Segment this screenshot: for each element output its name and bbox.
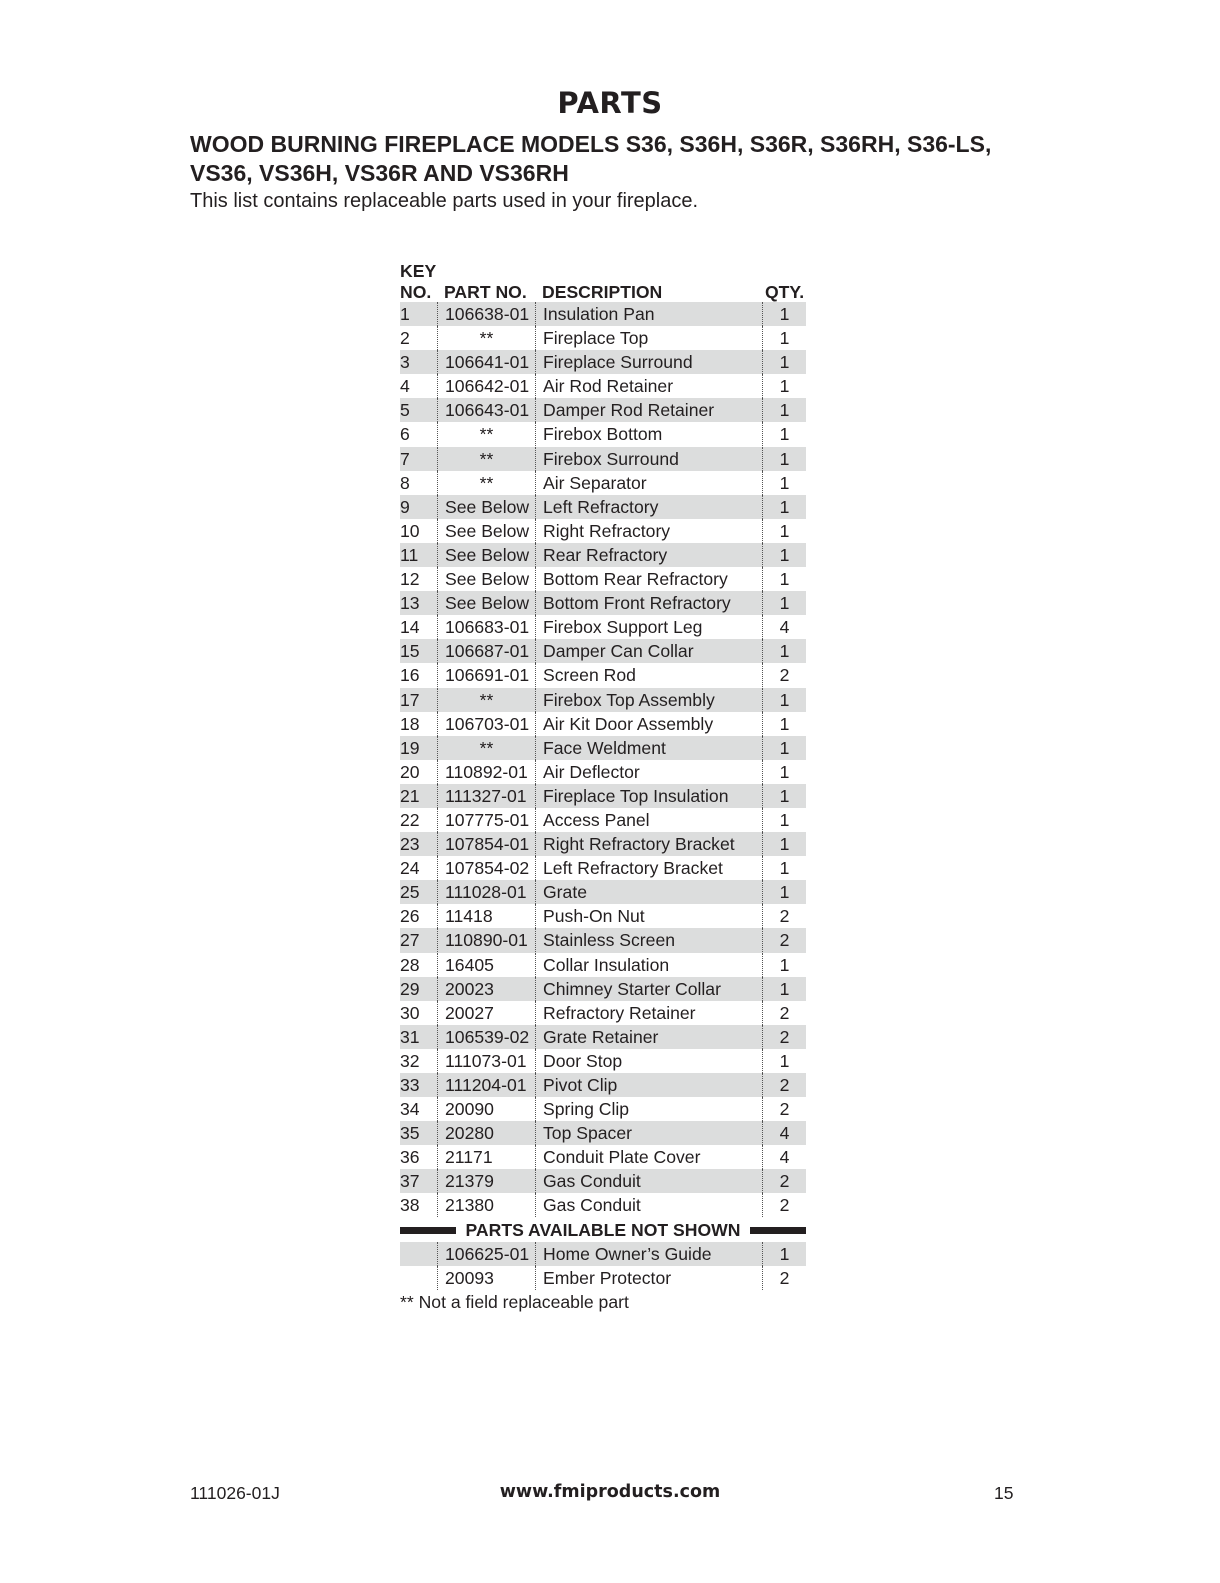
doc-number: 111026-01J — [190, 1483, 280, 1503]
qty-cell: 1 — [762, 1242, 806, 1266]
intro-text: This list contains replaceable parts used in your fireplace. — [190, 190, 699, 212]
description-cell: Collar Insulation — [535, 953, 762, 977]
part-no-cell: 20280 — [437, 1121, 535, 1145]
table-row — [400, 350, 806, 374]
key-cell: 31 — [400, 1026, 420, 1047]
description-cell: Screen Rod — [535, 663, 762, 687]
description-cell: Home Owner’s Guide — [535, 1242, 762, 1266]
qty-cell: 1 — [762, 495, 806, 519]
qty-cell: 2 — [762, 1097, 806, 1121]
description-cell: Bottom Front Refractory — [535, 591, 762, 615]
qty-cell: 1 — [762, 374, 806, 398]
key-cell: 12 — [400, 569, 420, 590]
part-no-cell: 20090 — [437, 1097, 535, 1121]
table-header — [400, 261, 806, 302]
part-no-cell: ** — [437, 736, 535, 760]
parts-table — [400, 261, 806, 1313]
table-row — [400, 1025, 806, 1049]
description-cell: Spring Clip — [535, 1097, 762, 1121]
key-cell: 22 — [400, 809, 420, 830]
key-cell: 16 — [400, 665, 420, 686]
description-cell: Chimney Starter Collar — [535, 977, 762, 1001]
footnote: ** Not a field replaceable part — [400, 1291, 629, 1312]
key-cell: 30 — [400, 1002, 420, 1023]
part-no-cell: 110890-01 — [437, 928, 535, 952]
key-cell: 32 — [400, 1050, 420, 1071]
key-cell: 17 — [400, 689, 420, 710]
table-row — [400, 663, 806, 687]
qty-cell: 2 — [762, 1266, 806, 1290]
header-qty: QTY. — [765, 282, 805, 302]
header-key-line2: NO. — [400, 282, 432, 302]
key-cell: 1 — [400, 304, 410, 324]
description-cell: Damper Can Collar — [535, 639, 762, 663]
table-row — [400, 422, 806, 446]
description-cell: Bottom Rear Refractory — [535, 567, 762, 591]
key-cell: 28 — [400, 954, 420, 975]
part-no-cell: 106638-01 — [437, 302, 535, 326]
table-row — [400, 977, 806, 1001]
models-subtitle: WOOD BURNING FIREPLACE MODELS S36, S36H, S36R, S36RH, S36-LS, VS36, VS36H, VS36R AND VS36RH — [190, 131, 992, 186]
qty-cell: 1 — [762, 880, 806, 904]
table-row — [400, 1121, 806, 1145]
part-no-cell: 111028-01 — [437, 880, 535, 904]
description-cell: Right Refractory — [535, 519, 762, 543]
part-no-cell: 106642-01 — [437, 374, 535, 398]
key-cell: 4 — [400, 376, 410, 397]
table-row — [400, 1242, 806, 1266]
part-no-cell: 106641-01 — [437, 350, 535, 374]
qty-cell: 4 — [762, 1145, 806, 1169]
part-no-cell: 106687-01 — [437, 639, 535, 663]
header-part-no: PART NO. — [444, 282, 527, 302]
description-cell: Top Spacer — [535, 1121, 762, 1145]
qty-cell: 1 — [762, 302, 806, 326]
qty-cell: 1 — [762, 447, 806, 471]
qty-cell: 1 — [762, 688, 806, 712]
table-row — [400, 784, 806, 808]
description-cell: Access Panel — [535, 808, 762, 832]
key-cell: 14 — [400, 617, 420, 638]
table-row — [400, 639, 806, 663]
table-row — [400, 1001, 806, 1025]
divider-bar-right — [750, 1227, 806, 1234]
description-cell: Fireplace Top Insulation — [535, 784, 762, 808]
table-row — [400, 495, 806, 519]
description-cell: Air Rod Retainer — [535, 374, 762, 398]
key-cell: 20 — [400, 761, 420, 782]
description-cell: Ember Protector — [535, 1266, 762, 1290]
description-cell: Firebox Support Leg — [535, 615, 762, 639]
part-no-cell: ** — [437, 326, 535, 350]
key-cell: 36 — [400, 1147, 420, 1168]
qty-cell: 1 — [762, 591, 806, 615]
description-cell: Air Kit Door Assembly — [535, 712, 762, 736]
part-no-cell: 21380 — [437, 1193, 535, 1217]
part-no-cell: ** — [437, 422, 535, 446]
key-cell: 11 — [400, 544, 419, 565]
part-no-cell: See Below — [437, 567, 535, 591]
divider-label: PARTS AVAILABLE NOT SHOWN — [465, 1219, 741, 1240]
part-no-cell: 106691-01 — [437, 663, 535, 687]
key-cell: 9 — [400, 496, 410, 517]
table-row — [400, 928, 806, 952]
description-cell: Grate Retainer — [535, 1025, 762, 1049]
part-no-cell: 21171 — [437, 1145, 535, 1169]
key-cell: 29 — [400, 978, 420, 999]
table-row — [400, 832, 806, 856]
part-no-cell: 21379 — [437, 1169, 535, 1193]
table-row — [400, 712, 806, 736]
part-no-cell: ** — [437, 447, 535, 471]
key-cell: 27 — [400, 930, 420, 951]
key-cell: 23 — [400, 834, 420, 855]
qty-cell: 1 — [762, 808, 806, 832]
description-cell: Insulation Pan — [535, 302, 762, 326]
table-row — [400, 953, 806, 977]
table-row — [400, 1266, 806, 1290]
table-row — [400, 688, 806, 712]
table-row — [400, 374, 806, 398]
table-row — [400, 1097, 806, 1121]
part-no-cell: ** — [437, 688, 535, 712]
part-no-cell: See Below — [437, 543, 535, 567]
table-body — [400, 302, 806, 1218]
key-cell: 19 — [400, 737, 420, 758]
key-cell: 10 — [400, 520, 420, 541]
description-cell: Firebox Surround — [535, 447, 762, 471]
key-cell: 33 — [400, 1075, 420, 1095]
qty-cell: 1 — [762, 543, 806, 567]
part-no-cell: 20027 — [437, 1001, 535, 1025]
part-no-cell: 106625-01 — [437, 1242, 535, 1266]
table-row — [400, 808, 806, 832]
part-no-cell: 11418 — [437, 904, 535, 928]
header-key-line1: KEY — [400, 261, 437, 281]
table-row — [400, 471, 806, 495]
description-cell: Firebox Bottom — [535, 422, 762, 446]
description-cell: Firebox Top Assembly — [535, 688, 762, 712]
description-cell: Damper Rod Retainer — [535, 398, 762, 422]
extra-table-body — [400, 1242, 806, 1290]
description-cell: Push-On Nut — [535, 904, 762, 928]
qty-cell: 1 — [762, 471, 806, 495]
key-cell: 2 — [400, 328, 410, 349]
part-no-cell: See Below — [437, 519, 535, 543]
table-row — [400, 615, 806, 639]
table-row — [400, 447, 806, 471]
part-no-cell: 106539-02 — [437, 1025, 535, 1049]
qty-cell: 2 — [762, 1193, 806, 1217]
qty-cell: 1 — [762, 760, 806, 784]
table-row — [400, 880, 806, 904]
qty-cell: 2 — [762, 1025, 806, 1049]
part-no-cell: 106683-01 — [437, 615, 535, 639]
part-no-cell: See Below — [437, 495, 535, 519]
description-cell: Pivot Clip — [535, 1073, 762, 1097]
qty-cell: 2 — [762, 1073, 806, 1097]
page-title: PARTS — [557, 86, 663, 120]
key-cell: 8 — [400, 472, 410, 493]
qty-cell: 1 — [762, 519, 806, 543]
qty-cell: 2 — [762, 1001, 806, 1025]
key-cell: 5 — [400, 400, 410, 421]
part-no-cell: 107854-02 — [437, 856, 535, 880]
qty-cell: 1 — [762, 832, 806, 856]
key-cell: 3 — [400, 352, 410, 373]
part-no-cell: 111327-01 — [437, 784, 535, 808]
part-no-cell: 111204-01 — [437, 1073, 535, 1097]
table-row — [400, 1145, 806, 1169]
qty-cell: 2 — [762, 1169, 806, 1193]
part-no-cell: 107775-01 — [437, 808, 535, 832]
description-cell: Conduit Plate Cover — [535, 1145, 762, 1169]
table-row — [400, 1049, 806, 1073]
part-no-cell: See Below — [437, 591, 535, 615]
key-cell: 7 — [400, 448, 410, 469]
parts-not-shown-divider — [400, 1218, 806, 1242]
qty-cell: 1 — [762, 712, 806, 736]
qty-cell: 2 — [762, 928, 806, 952]
table-row — [400, 591, 806, 615]
page-number: 15 — [994, 1483, 1014, 1503]
key-cell: 6 — [400, 424, 410, 445]
key-cell: 18 — [400, 713, 420, 734]
key-cell: 38 — [400, 1195, 420, 1216]
table-row — [400, 519, 806, 543]
table-row — [400, 760, 806, 784]
qty-cell: 1 — [762, 736, 806, 760]
table-row — [400, 543, 806, 567]
key-cell: 24 — [400, 858, 420, 879]
qty-cell: 4 — [762, 615, 806, 639]
qty-cell: 1 — [762, 398, 806, 422]
part-no-cell: 107854-01 — [437, 832, 535, 856]
qty-cell: 1 — [762, 784, 806, 808]
table-row — [400, 1169, 806, 1193]
part-no-cell: 106643-01 — [437, 398, 535, 422]
description-cell: Fireplace Surround — [535, 350, 762, 374]
description-cell: Left Refractory — [535, 495, 762, 519]
key-cell: 25 — [400, 882, 420, 903]
qty-cell: 1 — [762, 422, 806, 446]
website-link[interactable]: www.fmiproducts.com — [499, 1482, 721, 1502]
table-row — [400, 567, 806, 591]
qty-cell: 1 — [762, 1049, 806, 1073]
part-no-cell: 106703-01 — [437, 712, 535, 736]
qty-cell: 1 — [762, 639, 806, 663]
part-no-cell: 20093 — [437, 1266, 535, 1290]
table-row — [400, 736, 806, 760]
qty-cell: 4 — [762, 1121, 806, 1145]
description-cell: Fireplace Top — [535, 326, 762, 350]
part-no-cell: 111073-01 — [437, 1049, 535, 1073]
key-cell: 34 — [400, 1099, 420, 1120]
key-cell: 21 — [400, 785, 420, 806]
part-no-cell: ** — [437, 471, 535, 495]
qty-cell: 1 — [762, 326, 806, 350]
table-row — [400, 904, 806, 928]
description-cell: Gas Conduit — [535, 1193, 762, 1217]
qty-cell: 1 — [762, 350, 806, 374]
part-no-cell: 110892-01 — [437, 760, 535, 784]
table-row — [400, 1073, 806, 1097]
description-cell: Gas Conduit — [535, 1169, 762, 1193]
description-cell: Refractory Retainer — [535, 1001, 762, 1025]
key-cell: 13 — [400, 593, 420, 614]
description-cell: Right Refractory Bracket — [535, 832, 762, 856]
header-description: DESCRIPTION — [542, 282, 663, 302]
description-cell: Grate — [535, 880, 762, 904]
qty-cell: 2 — [762, 904, 806, 928]
key-cell: 26 — [400, 906, 420, 927]
qty-cell: 1 — [762, 567, 806, 591]
qty-cell: 1 — [762, 953, 806, 977]
qty-cell: 1 — [762, 856, 806, 880]
description-cell: Face Weldment — [535, 736, 762, 760]
table-row — [400, 856, 806, 880]
key-cell: 35 — [400, 1123, 420, 1144]
table-row — [400, 302, 806, 326]
part-no-cell: 20023 — [437, 977, 535, 1001]
description-cell: Left Refractory Bracket — [535, 856, 762, 880]
description-cell: Stainless Screen — [535, 928, 762, 952]
key-cell: 15 — [400, 641, 420, 662]
table-row — [400, 326, 806, 350]
description-cell: Rear Refractory — [535, 543, 762, 567]
qty-cell: 1 — [762, 977, 806, 1001]
key-cell: 37 — [400, 1171, 420, 1192]
table-row — [400, 1193, 806, 1217]
table-row — [400, 398, 806, 422]
description-cell: Door Stop — [535, 1049, 762, 1073]
description-cell: Air Separator — [535, 471, 762, 495]
part-no-cell: 16405 — [437, 953, 535, 977]
description-cell: Air Deflector — [535, 760, 762, 784]
qty-cell: 2 — [762, 663, 806, 687]
